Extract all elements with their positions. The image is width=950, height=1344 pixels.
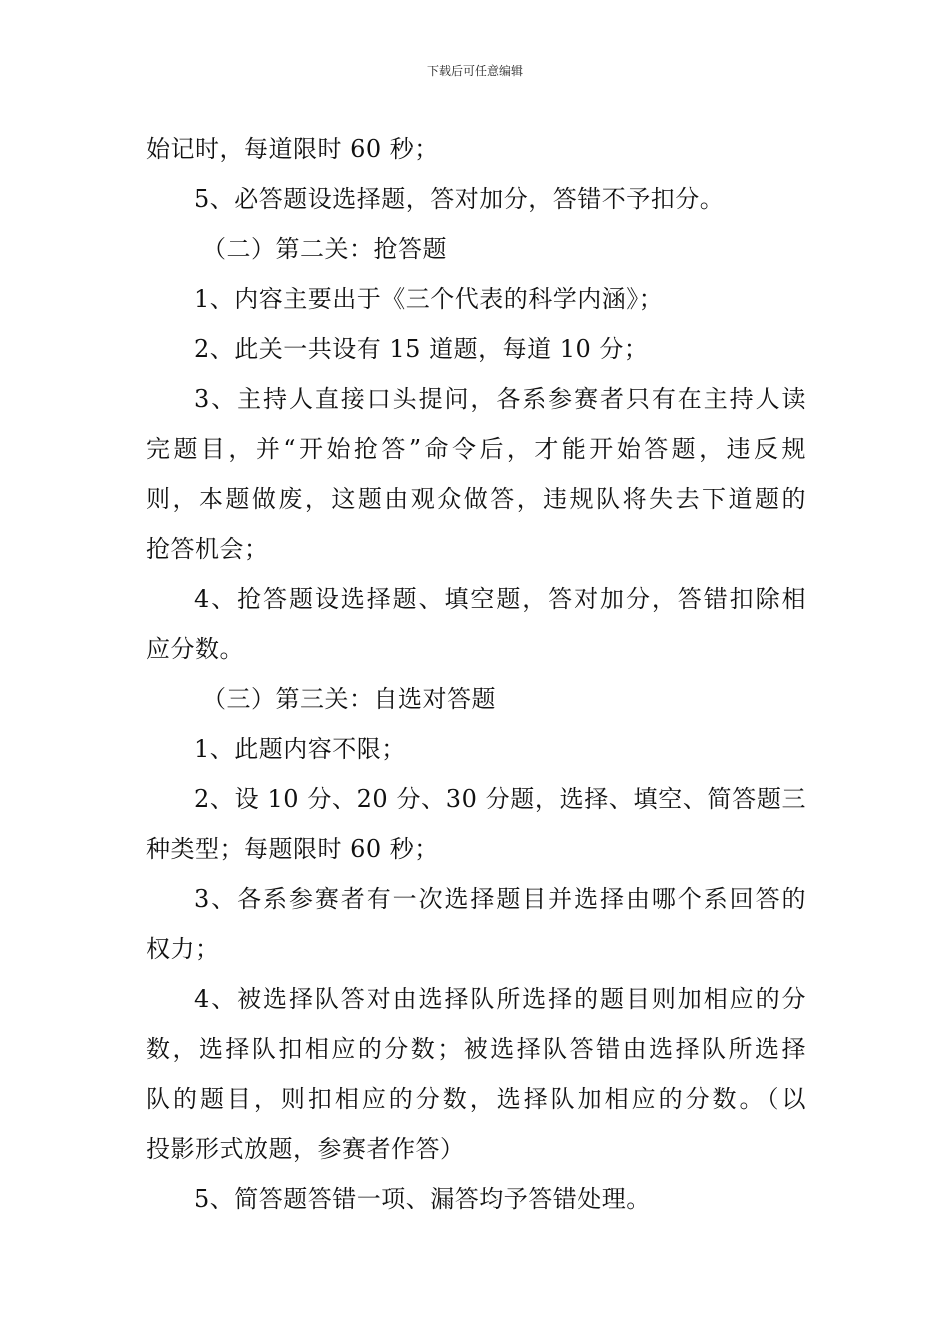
paragraph-line: 应分数。: [146, 635, 244, 663]
paragraph-line: 则，本题做废，这题由观众做答，违规队将失去下道题的: [146, 485, 806, 513]
paragraph-line: 权力；: [146, 935, 220, 963]
section-heading: （二）第二关：抢答题: [202, 235, 447, 263]
paragraph-line: 1、内容主要出于《三个代表的科学内涵》；: [194, 285, 664, 313]
paragraph-line: 5、简答题答错一项、漏答均予答错处理。: [194, 1185, 651, 1213]
paragraph-line: 4、抢答题设选择题、填空题，答对加分，答错扣除相: [194, 585, 806, 613]
paragraph-line: 种类型；每题限时 60 秒；: [146, 835, 439, 863]
paragraph-line: 投影形式放题，参赛者作答）: [146, 1135, 465, 1163]
paragraph-line: 3、各系参赛者有一次选择题目并选择由哪个系回答的: [194, 885, 806, 913]
paragraph-line: 1、此题内容不限；: [194, 735, 406, 763]
document-body: [146, 124, 806, 1224]
paragraph-line: 4、被选择队答对由选择队所选择的题目则加相应的分: [194, 985, 806, 1013]
section-heading: （三）第三关：自选对答题: [202, 685, 496, 713]
paragraph-line: 2、此关一共设有 15 道题，每道 10 分；: [194, 335, 649, 363]
paragraph-line: 数，选择队扣相应的分数；被选择队答错由选择队所选择: [146, 1035, 806, 1063]
paragraph-line: 始记时，每道限时 60 秒；: [146, 135, 439, 163]
paragraph-line: 完题目，并“开始抢答”命令后，才能开始答题，违反规: [146, 435, 806, 463]
paragraph-line: 队的题目，则扣相应的分数，选择队加相应的分数。（以: [146, 1085, 806, 1113]
page-header: 下载后可任意编辑: [426, 64, 523, 78]
paragraph-line: 2、设 10 分、20 分、30 分题，选择、填空、简答题三: [194, 785, 806, 813]
paragraph-line: 3、主持人直接口头提问，各系参赛者只有在主持人读: [194, 385, 806, 413]
paragraph-line: 5、必答题设选择题，答对加分，答错不予扣分。: [194, 185, 725, 213]
paragraph-line: 抢答机会；: [146, 535, 269, 563]
